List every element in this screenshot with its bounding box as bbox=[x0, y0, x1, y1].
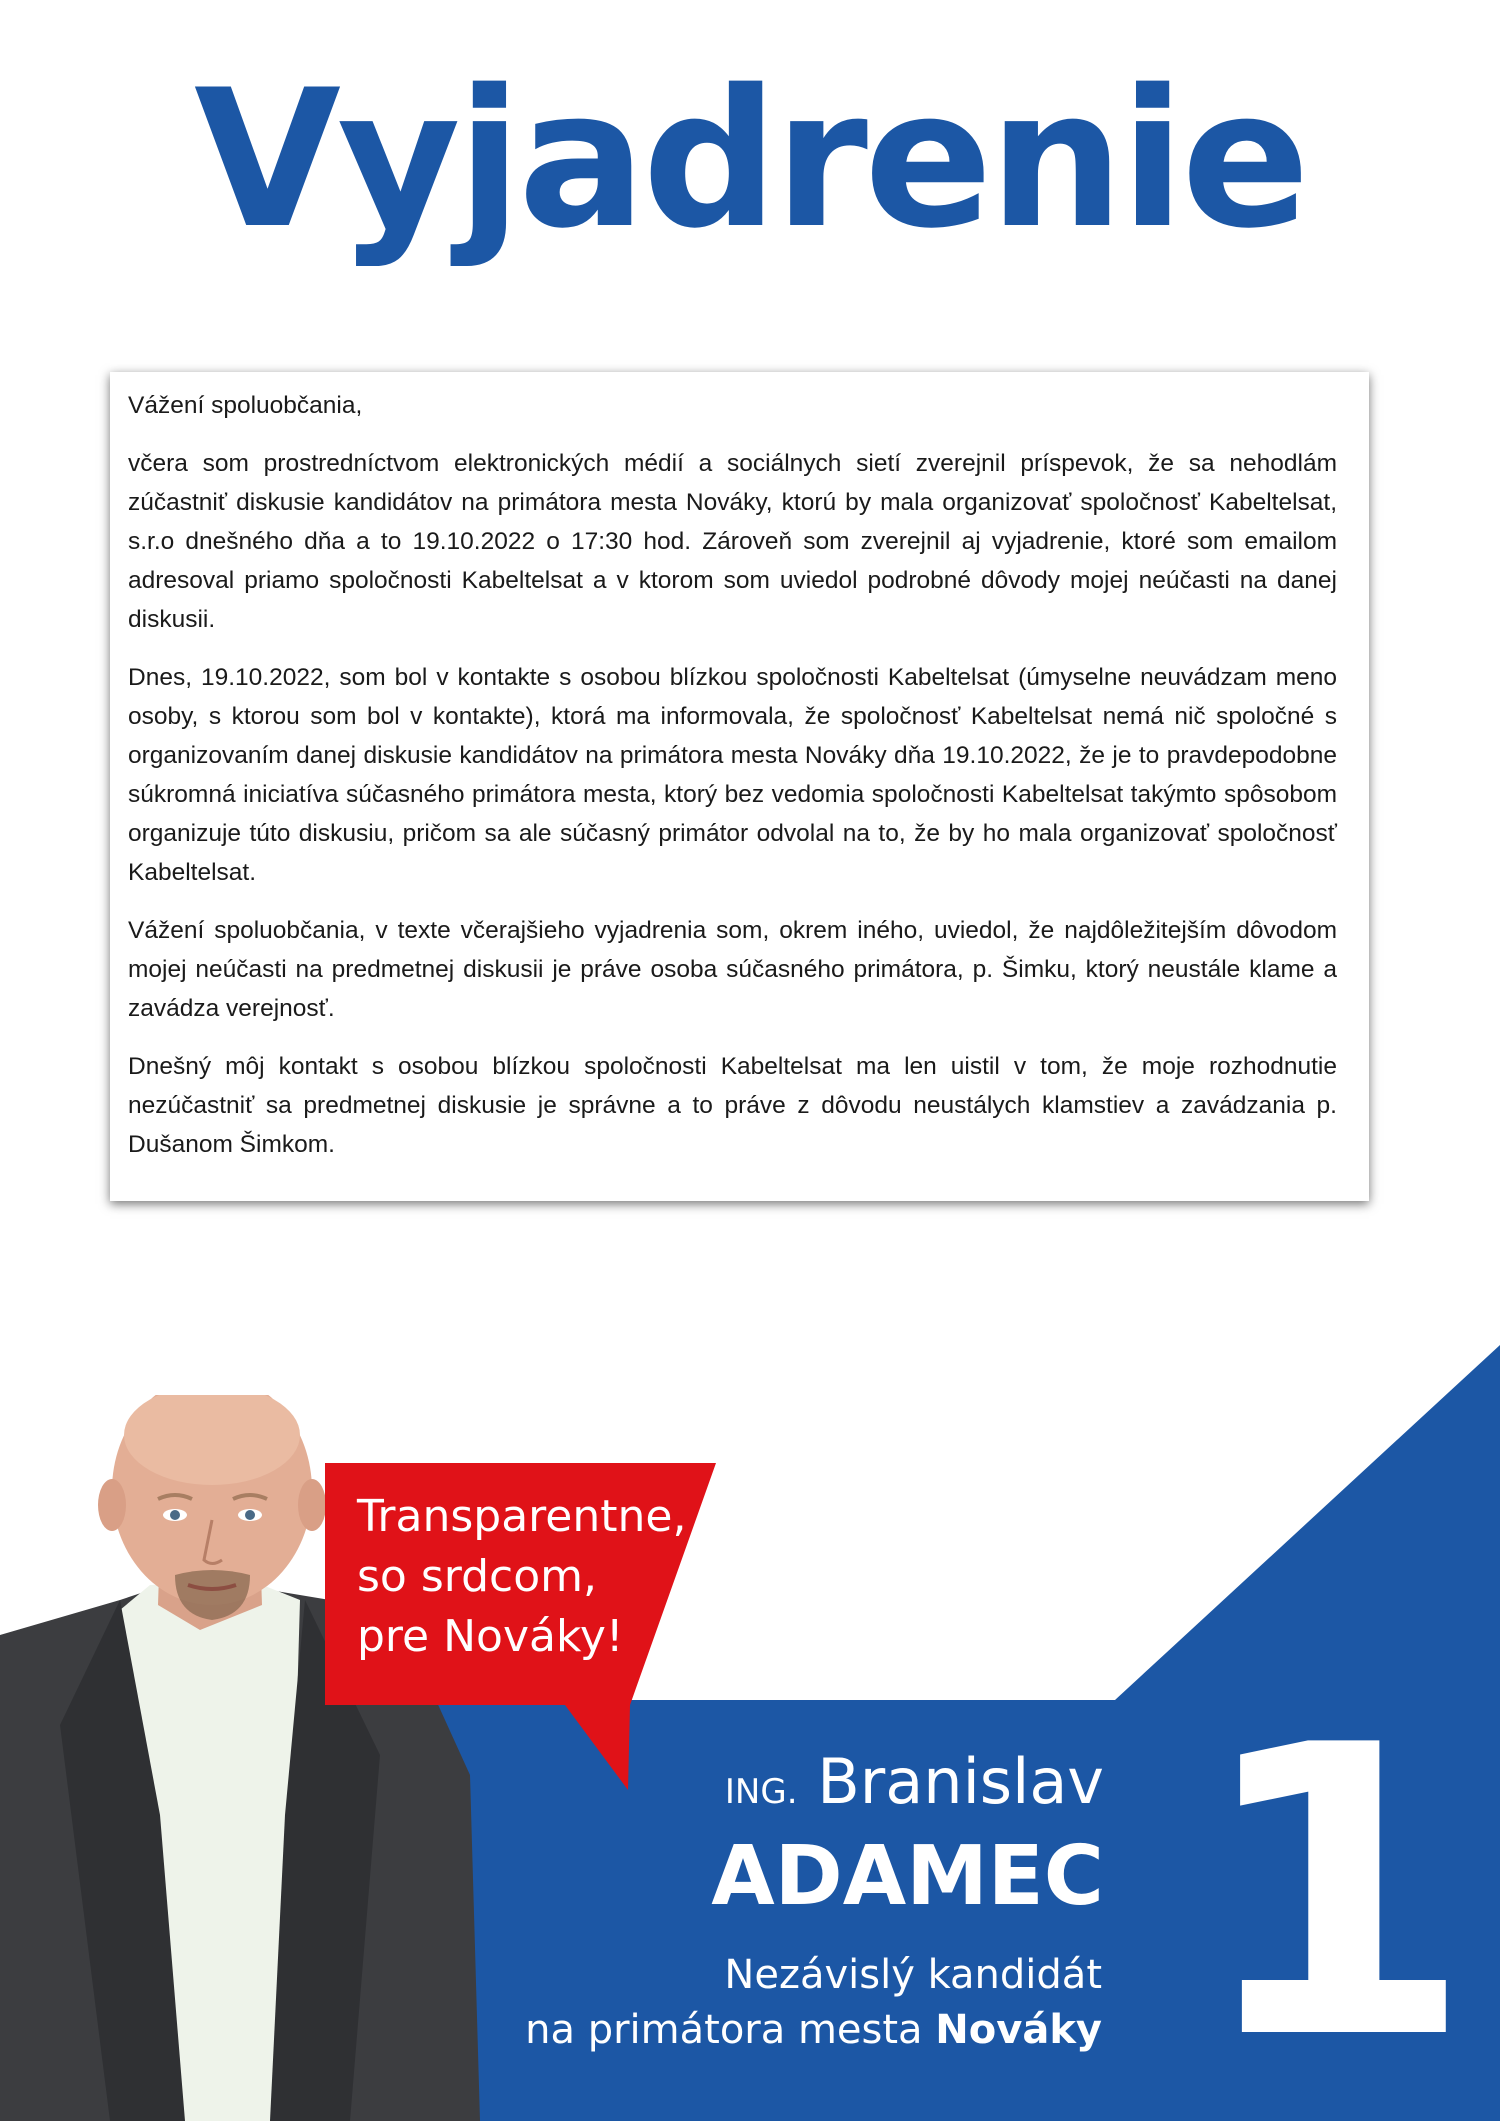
letter-paragraph-1: včera som prostredníctvom elektronických médií a sociálnych sietí zverejnil príspevok, že sa nehodlám zúčastniť diskusie kandidátov na primátora mesta Nováky, ktorú by mala organizovať spoločnosť Kabeltelsat, s.r.o dnešného dňa a to 19.10.2022 o 17:30 hod. Zároveň som zverejnil aj vyjadrenie, ktoré som emailom adresoval priamo spoločnosti Kabeltelsat a v ktorom som uviedol podrobné dôvody mojej neúčasti na danej diskusii. bbox=[128, 450, 1337, 633]
letter-paragraph-3: Vážení spoluobčania, v texte včerajšieho vyjadrenia som, okrem iného, uviedol, že najdôležitejším dôvodom mojej neúčasti na predmetnej diskusii je práve osoba súčasného primátora, p. Šimku, ktorý neustále klame a zavádza verejnosť. bbox=[128, 917, 1337, 1022]
page-title: Vyjadrenie bbox=[193, 49, 1307, 270]
candidate-last-name: ADAMEC bbox=[711, 1829, 1104, 1924]
candidate-first-name: Branislav bbox=[817, 1745, 1104, 1818]
slogan-line-2: so srdcom, bbox=[357, 1551, 597, 1602]
letter-paragraph-4: Dnešný môj kontakt s osobou blízkou spoločnosti Kabeltelsat ma len uistil v tom, že moje rozhodnutie nezúčastniť sa predmetnej diskusie je správne a to práve z dôvodu neustálych klamstiev a zavádzania p. Dušanom Šimkom. bbox=[128, 1053, 1337, 1158]
ballot-number: 1 bbox=[1195, 1662, 1474, 2127]
candidate-role-line-2: na primátora mesta bbox=[525, 2007, 923, 2053]
candidate-title-prefix: ING. bbox=[724, 1772, 798, 1812]
candidate-role bbox=[525, 1948, 1102, 2058]
candidate-role-line-1: Nezávislý kandidát bbox=[724, 1952, 1102, 1998]
slogan-line-3: pre Nováky! bbox=[357, 1611, 624, 1662]
candidate-name bbox=[711, 1742, 1104, 1922]
letter-paragraph-2: Dnes, 19.10.2022, som bol v kontakte s osobou blízkou spoločnosti Kabeltelsat (úmyselne neuvádzam meno osoby, s ktorou som bol v kontakte), ktorá ma informovala, že spoločnosť Kabeltelsat nemá nič spoločné s organizovaním danej diskusie kandidátov na primátora mesta Nováky dňa 19.10.2022, že je to pravdepodobne súkromná iniciatíva súčasného primátora mesta, ktorý bez vedomia spoločnosti Kabeltelsat takýmto spôsobom organizuje túto diskusiu, pričom sa ale súčasný primátor odvolal na to, že by ho mala organizovať spoločnosť Kabeltelsat. bbox=[128, 664, 1337, 886]
slogan-line-1: Transparentne, bbox=[357, 1491, 687, 1542]
letter-salutation: Vážení spoluobčania, bbox=[128, 392, 363, 419]
candidate-city: Nováky bbox=[935, 2007, 1102, 2053]
campaign-slogan bbox=[357, 1487, 717, 1667]
